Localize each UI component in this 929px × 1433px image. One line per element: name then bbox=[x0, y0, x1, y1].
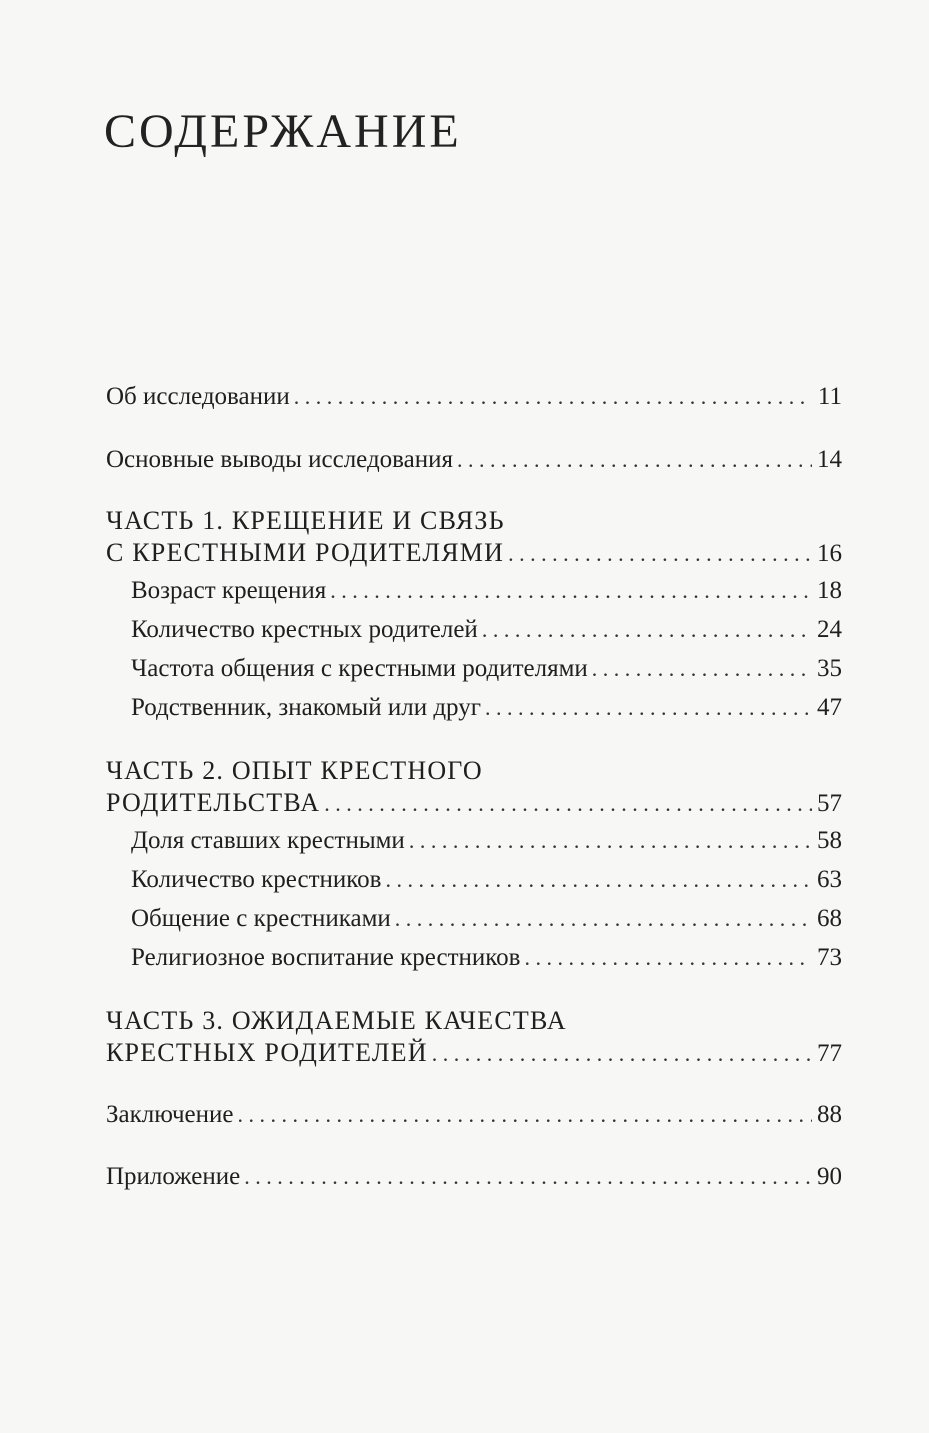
toc-entry-contact-frequency[interactable] bbox=[131, 653, 842, 685]
part-heading: ЧАСТЬ 3. ОЖИДАЕМЫЕ КАЧЕСТВА bbox=[106, 1006, 567, 1035]
toc-page-number: 68 bbox=[817, 905, 842, 932]
toc-entry-label: Об исследовании bbox=[106, 383, 290, 410]
toc-entry-conclusion[interactable] bbox=[106, 1099, 842, 1131]
toc-entry-label: Приложение bbox=[106, 1163, 241, 1190]
toc-page-number: 58 bbox=[817, 827, 842, 854]
toc-entry-godparents-count[interactable] bbox=[131, 614, 842, 646]
toc-entry-label: Общение с крестниками bbox=[131, 905, 391, 932]
dot-leader bbox=[294, 381, 812, 413]
dot-leader bbox=[324, 788, 812, 820]
toc-entry-label: С КРЕСТНЫМИ РОДИТЕЛЯМИ bbox=[106, 538, 505, 567]
dot-leader bbox=[238, 1099, 813, 1131]
dot-leader bbox=[485, 692, 812, 724]
dot-leader bbox=[395, 903, 812, 935]
toc-page-number: 63 bbox=[817, 866, 842, 893]
dot-leader bbox=[482, 614, 812, 646]
part-heading: ЧАСТЬ 2. ОПЫТ КРЕСТНОГО bbox=[106, 756, 483, 785]
dot-leader bbox=[592, 653, 812, 685]
toc-entry-label: Количество крестных родителей bbox=[131, 616, 478, 643]
toc-page-number: 35 bbox=[817, 655, 842, 682]
toc-page-number: 73 bbox=[817, 944, 842, 971]
toc-entry-label: Доля ставших крестными bbox=[131, 827, 405, 854]
dot-leader bbox=[385, 864, 812, 896]
toc-entry-baptism-age[interactable] bbox=[131, 575, 842, 607]
toc-entry-part-1[interactable] bbox=[106, 505, 842, 570]
toc-page-number: 16 bbox=[817, 540, 842, 567]
toc-entry-about-study[interactable] bbox=[106, 381, 842, 413]
toc-entry-label: Религиозное воспитание крестников bbox=[131, 944, 521, 971]
dot-leader bbox=[409, 825, 812, 857]
toc-entry-main-findings[interactable] bbox=[106, 444, 842, 476]
dot-leader bbox=[524, 942, 812, 974]
dot-leader bbox=[330, 575, 812, 607]
toc-entry-share-became-godparents[interactable] bbox=[131, 825, 842, 857]
toc-entry-label: Количество крестников bbox=[131, 866, 382, 893]
toc-entry-appendix[interactable] bbox=[106, 1161, 842, 1193]
toc-entry-part-3[interactable] bbox=[106, 1005, 842, 1070]
toc-entry-label: Заключение bbox=[106, 1101, 234, 1128]
toc-entry-religious-upbringing[interactable] bbox=[131, 942, 842, 974]
toc-entry-label: КРЕСТНЫХ РОДИТЕЛЕЙ bbox=[106, 1038, 428, 1067]
toc-entry-godchildren-contact[interactable] bbox=[131, 903, 842, 935]
toc-entry-label: Основные выводы исследования bbox=[106, 446, 453, 473]
dot-leader bbox=[244, 1161, 812, 1193]
dot-leader bbox=[432, 1038, 812, 1070]
toc-page-number: 57 bbox=[817, 790, 842, 817]
toc-page-number: 90 bbox=[817, 1163, 842, 1190]
toc-page-number: 24 bbox=[817, 616, 842, 643]
toc-entry-part-2[interactable] bbox=[106, 755, 842, 820]
toc-entry-label: Родственник, знакомый или друг bbox=[131, 694, 481, 721]
toc-entry-label: Частота общения с крестными родителями bbox=[131, 655, 588, 682]
toc-entry-label: Возраст крещения bbox=[131, 577, 327, 604]
dot-leader bbox=[508, 538, 812, 570]
toc-page-number: 77 bbox=[817, 1040, 842, 1067]
toc-page-number: 47 bbox=[817, 694, 842, 721]
toc-page-number: 88 bbox=[817, 1101, 842, 1128]
page-title: СОДЕРЖАНИЕ bbox=[104, 105, 462, 158]
toc-page-number: 18 bbox=[817, 577, 842, 604]
part-heading: ЧАСТЬ 1. КРЕЩЕНИЕ И СВЯЗЬ bbox=[106, 506, 505, 535]
dot-leader bbox=[457, 444, 812, 476]
toc-entry-label: РОДИТЕЛЬСТВА bbox=[106, 788, 321, 817]
toc-entry-godchildren-count[interactable] bbox=[131, 864, 842, 896]
toc-entry-relative-or-friend[interactable] bbox=[131, 692, 842, 724]
toc-page-number: 11 bbox=[817, 383, 842, 410]
toc-page-number: 14 bbox=[817, 446, 842, 473]
